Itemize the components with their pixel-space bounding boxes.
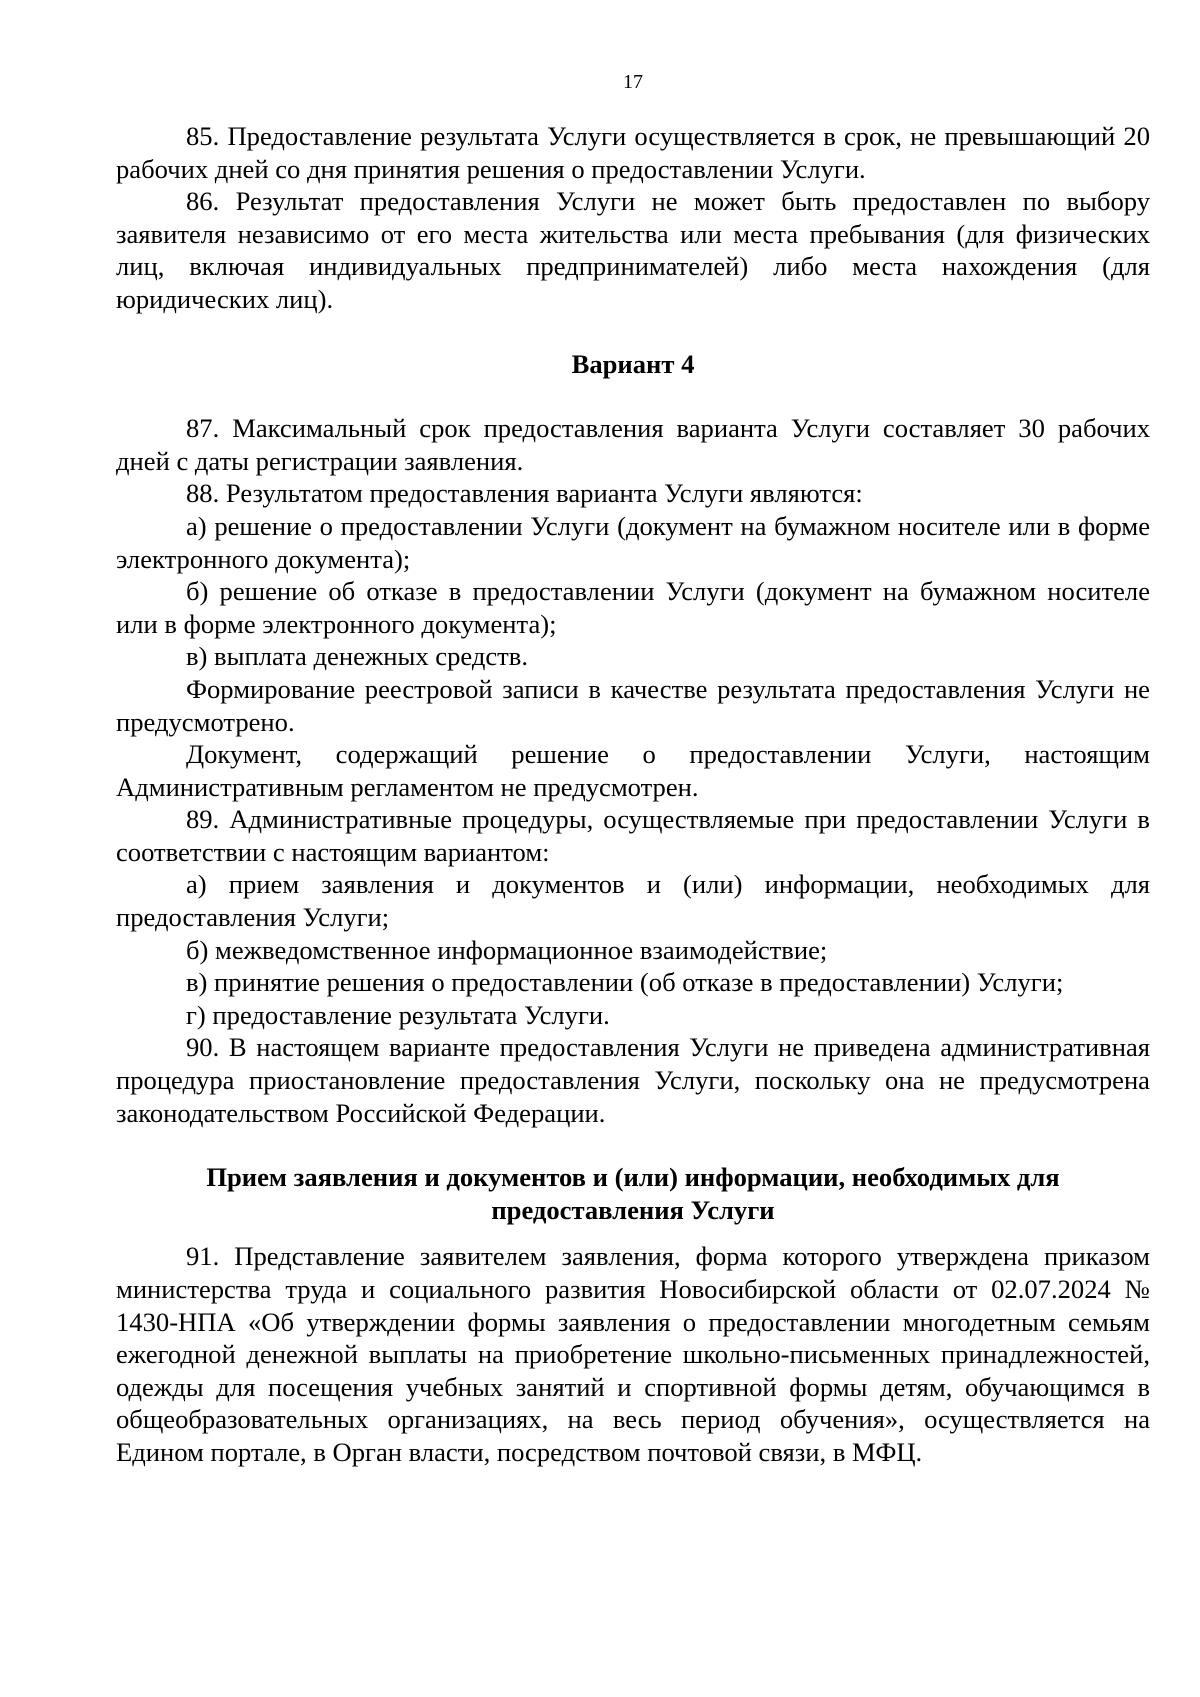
paragraph-registry-record: Формирование реестровой записи в качестве результата предоставления Услуги не предусмотрено.	[116, 673, 1150, 737]
list-item-88a: а) решение о предоставлении Услуги (документ на бумажном носителе или в форме электронного документа);	[116, 510, 1150, 574]
list-item-89g: г) предоставление результата Услуги.	[186, 999, 610, 1030]
paragraph-91: 91. Представление заявителем заявления, форма которого утверждена приказом министерства труда и социального развития Новосибирской области от 02.07.2024 № 1430-НПА «Об утверждении формы заявления о предоставлении многодетным семьям ежегодной денежной выплаты на приобретение школьно-письменных принадлежностей, одежды для посещения учебных занятий и спортивной формы детям, обучающимся в общеобразовательных организациях, на весь период обучения», осуществляется на Едином портале, в Орган власти, посредством почтовой связи, в МФЦ.	[116, 1241, 1150, 1467]
list-item-89a: а) прием заявления и документов и (или) информации, необходимых для предоставления Услуги;	[116, 869, 1150, 933]
page-number: 17	[623, 71, 643, 93]
paragraph-decision-document: Документ, содержащий решение о предоставлении Услуги, настоящим Административным регламентом не предусмотрен.	[116, 739, 1150, 802]
document-body	[116, 120, 1150, 1469]
heading-application-intake: Прием заявления и документов и (или) информации, необходимых для предоставления Услуги	[206, 1162, 1060, 1225]
list-item-88b: б) решение об отказе в предоставлении Услуги (документ на бумажном носителе или в форме электронного документа);	[116, 576, 1150, 639]
paragraph-87: 87. Максимальный срок предоставления варианта Услуги составляет 30 рабочих дней с даты регистрации заявления.	[116, 413, 1150, 476]
paragraph-86: 86. Результат предоставления Услуги не может быть предоставлен по выбору заявителя независимо от его места жительства или места пребывания (для физических лиц, включая индивидуальных предпринимателей) либо места нахождения (для юридических лиц).	[116, 186, 1150, 314]
paragraph-89: 89. Административные процедуры, осуществляемые при предоставлении Услуги в соответствии с настоящим вариантом:	[116, 804, 1150, 867]
paragraph-90: 90. В настоящем варианте предоставления Услуги не приведена административная процедура приостановление предоставления Услуги, поскольку она не предусмотрена законодательством Российской Федерации.	[116, 1032, 1150, 1128]
list-item-89v: в) принятие решения о предоставлении (об отказе в предоставлении) Услуги;	[186, 967, 1064, 998]
list-item-88v: в) выплата денежных средств.	[186, 641, 529, 672]
paragraph-88: 88. Результатом предоставления варианта Услуги являются:	[186, 478, 863, 509]
heading-variant-4: Вариант 4	[571, 348, 695, 379]
paragraph-85: 85. Предоставление результата Услуги осуществляется в срок, не превышающий 20 рабочих дней со дня принятия решения о предоставлении Услуги.	[116, 121, 1150, 184]
list-item-89b: б) межведомственное информационное взаимодействие;	[186, 934, 828, 965]
